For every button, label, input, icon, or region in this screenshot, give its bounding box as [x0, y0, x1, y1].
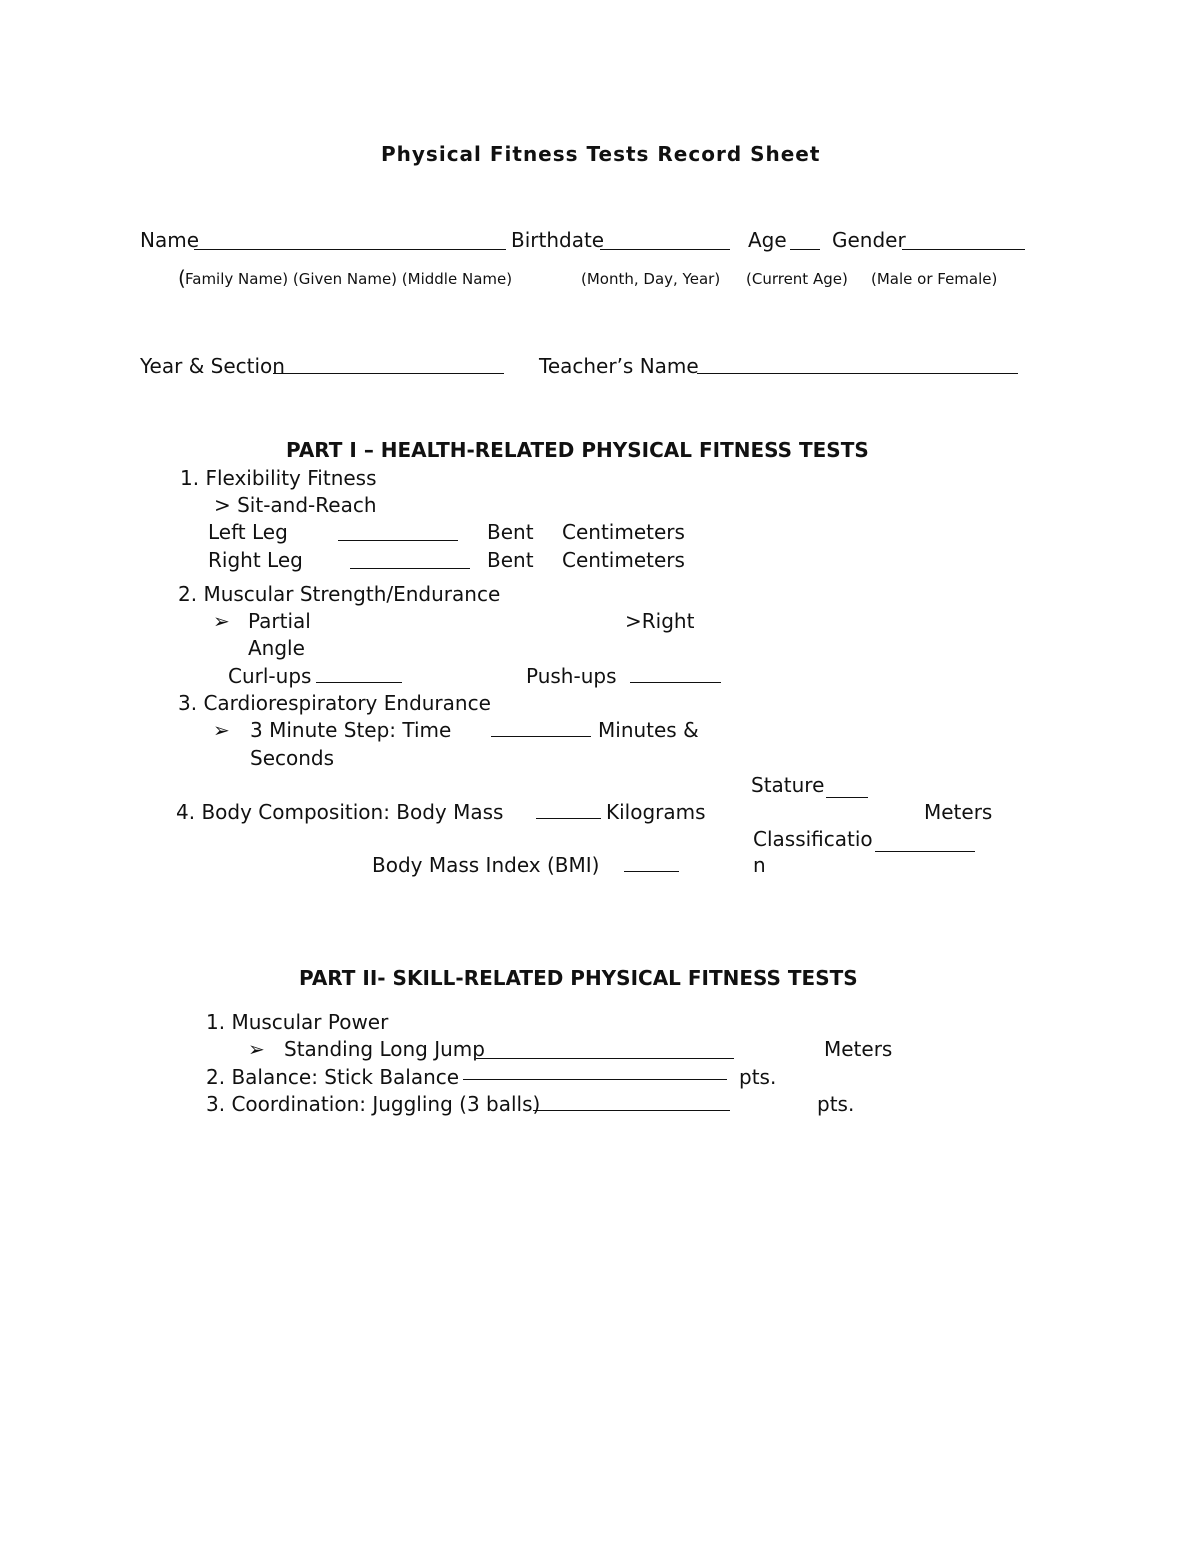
coordination-label: 3. Coordination: Juggling (3 balls)	[206, 1092, 541, 1116]
left-leg-label: Left Leg	[208, 520, 288, 544]
balance-unit: pts.	[739, 1065, 777, 1089]
bmi-field-line[interactable]	[624, 871, 679, 872]
power-title: 1. Muscular Power	[206, 1010, 389, 1034]
section-label: Year & Section	[140, 354, 285, 378]
teacher-field-line[interactable]	[697, 373, 1018, 374]
sit-and-reach-label: > Sit-and-Reach	[214, 493, 377, 517]
kilograms-label: Kilograms	[606, 800, 706, 824]
coordination-field-line[interactable]	[533, 1110, 730, 1111]
curlups-label: Curl-ups	[228, 664, 312, 688]
long-jump-field-line[interactable]	[476, 1058, 734, 1059]
classification-field-line[interactable]	[875, 851, 975, 852]
birthdate-hint: (Month, Day, Year)	[581, 270, 721, 288]
right-leg-field-line[interactable]	[350, 568, 470, 569]
minutes-label: Minutes &	[598, 718, 699, 742]
bullet-arrow-icon: ➢	[213, 718, 230, 742]
balance-field-line[interactable]	[463, 1079, 727, 1080]
name-hint: Family Name) (Given Name) (Middle Name)	[185, 270, 513, 288]
bullet-arrow-icon: ➢	[248, 1037, 265, 1061]
body-mass-field-line[interactable]	[536, 818, 601, 819]
name-field-line[interactable]	[194, 249, 506, 250]
part1-heading: PART I – HEALTH-RELATED PHYSICAL FITNESS TESTS	[286, 438, 869, 462]
classification-label: Classificatio	[753, 827, 873, 851]
right-label: >Right	[625, 609, 695, 633]
name-hint-paren: (	[178, 266, 186, 290]
partial-label: Partial	[248, 609, 311, 633]
long-jump-label: Standing Long Jump	[284, 1037, 485, 1061]
stature-label: Stature	[751, 773, 825, 797]
pushups-field-line[interactable]	[630, 682, 721, 683]
gender-field-line[interactable]	[902, 249, 1025, 250]
bullet-arrow-icon: ➢	[213, 609, 230, 633]
left-leg-field-line[interactable]	[338, 540, 458, 541]
cardio-title: 3. Cardiorespiratory Endurance	[178, 691, 491, 715]
angle-label: Angle	[248, 636, 305, 660]
age-field-line[interactable]	[790, 249, 820, 250]
name-label: Name	[140, 228, 200, 252]
classification-label-wrap: n	[753, 853, 766, 877]
meters-label: Meters	[924, 800, 993, 824]
balance-label: 2. Balance: Stick Balance	[206, 1065, 460, 1089]
age-label: Age	[748, 228, 787, 252]
coordination-unit: pts.	[817, 1092, 855, 1116]
part2-heading: PART II- SKILL-RELATED PHYSICAL FITNESS TESTS	[299, 966, 858, 990]
age-hint: (Current Age)	[746, 270, 848, 288]
right-leg-label: Right Leg	[208, 548, 303, 572]
right-leg-unit: Centimeters	[562, 548, 685, 572]
left-leg-bent: Bent	[487, 520, 534, 544]
birthdate-label: Birthdate	[511, 228, 605, 252]
step-test-label: 3 Minute Step: Time	[250, 718, 452, 742]
pushups-label: Push-ups	[526, 664, 617, 688]
muscular-title: 2. Muscular Strength/Endurance	[178, 582, 501, 606]
page-title: Physical Fitness Tests Record Sheet	[381, 142, 821, 166]
left-leg-unit: Centimeters	[562, 520, 685, 544]
step-time-field-line[interactable]	[491, 736, 591, 737]
flexibility-title: 1. Flexibility Fitness	[180, 466, 377, 490]
teacher-label: Teacher’s Name	[539, 354, 699, 378]
seconds-label: Seconds	[250, 746, 335, 770]
gender-hint: (Male or Female)	[871, 270, 998, 288]
section-field-line[interactable]	[273, 373, 504, 374]
bmi-label: Body Mass Index (BMI)	[372, 853, 600, 877]
birthdate-field-line[interactable]	[600, 249, 730, 250]
stature-field-line[interactable]	[826, 797, 868, 798]
body-composition-label: 4. Body Composition: Body Mass	[176, 800, 504, 824]
right-leg-bent: Bent	[487, 548, 534, 572]
curlups-field-line[interactable]	[316, 682, 402, 683]
long-jump-unit: Meters	[824, 1037, 893, 1061]
gender-label: Gender	[832, 228, 906, 252]
